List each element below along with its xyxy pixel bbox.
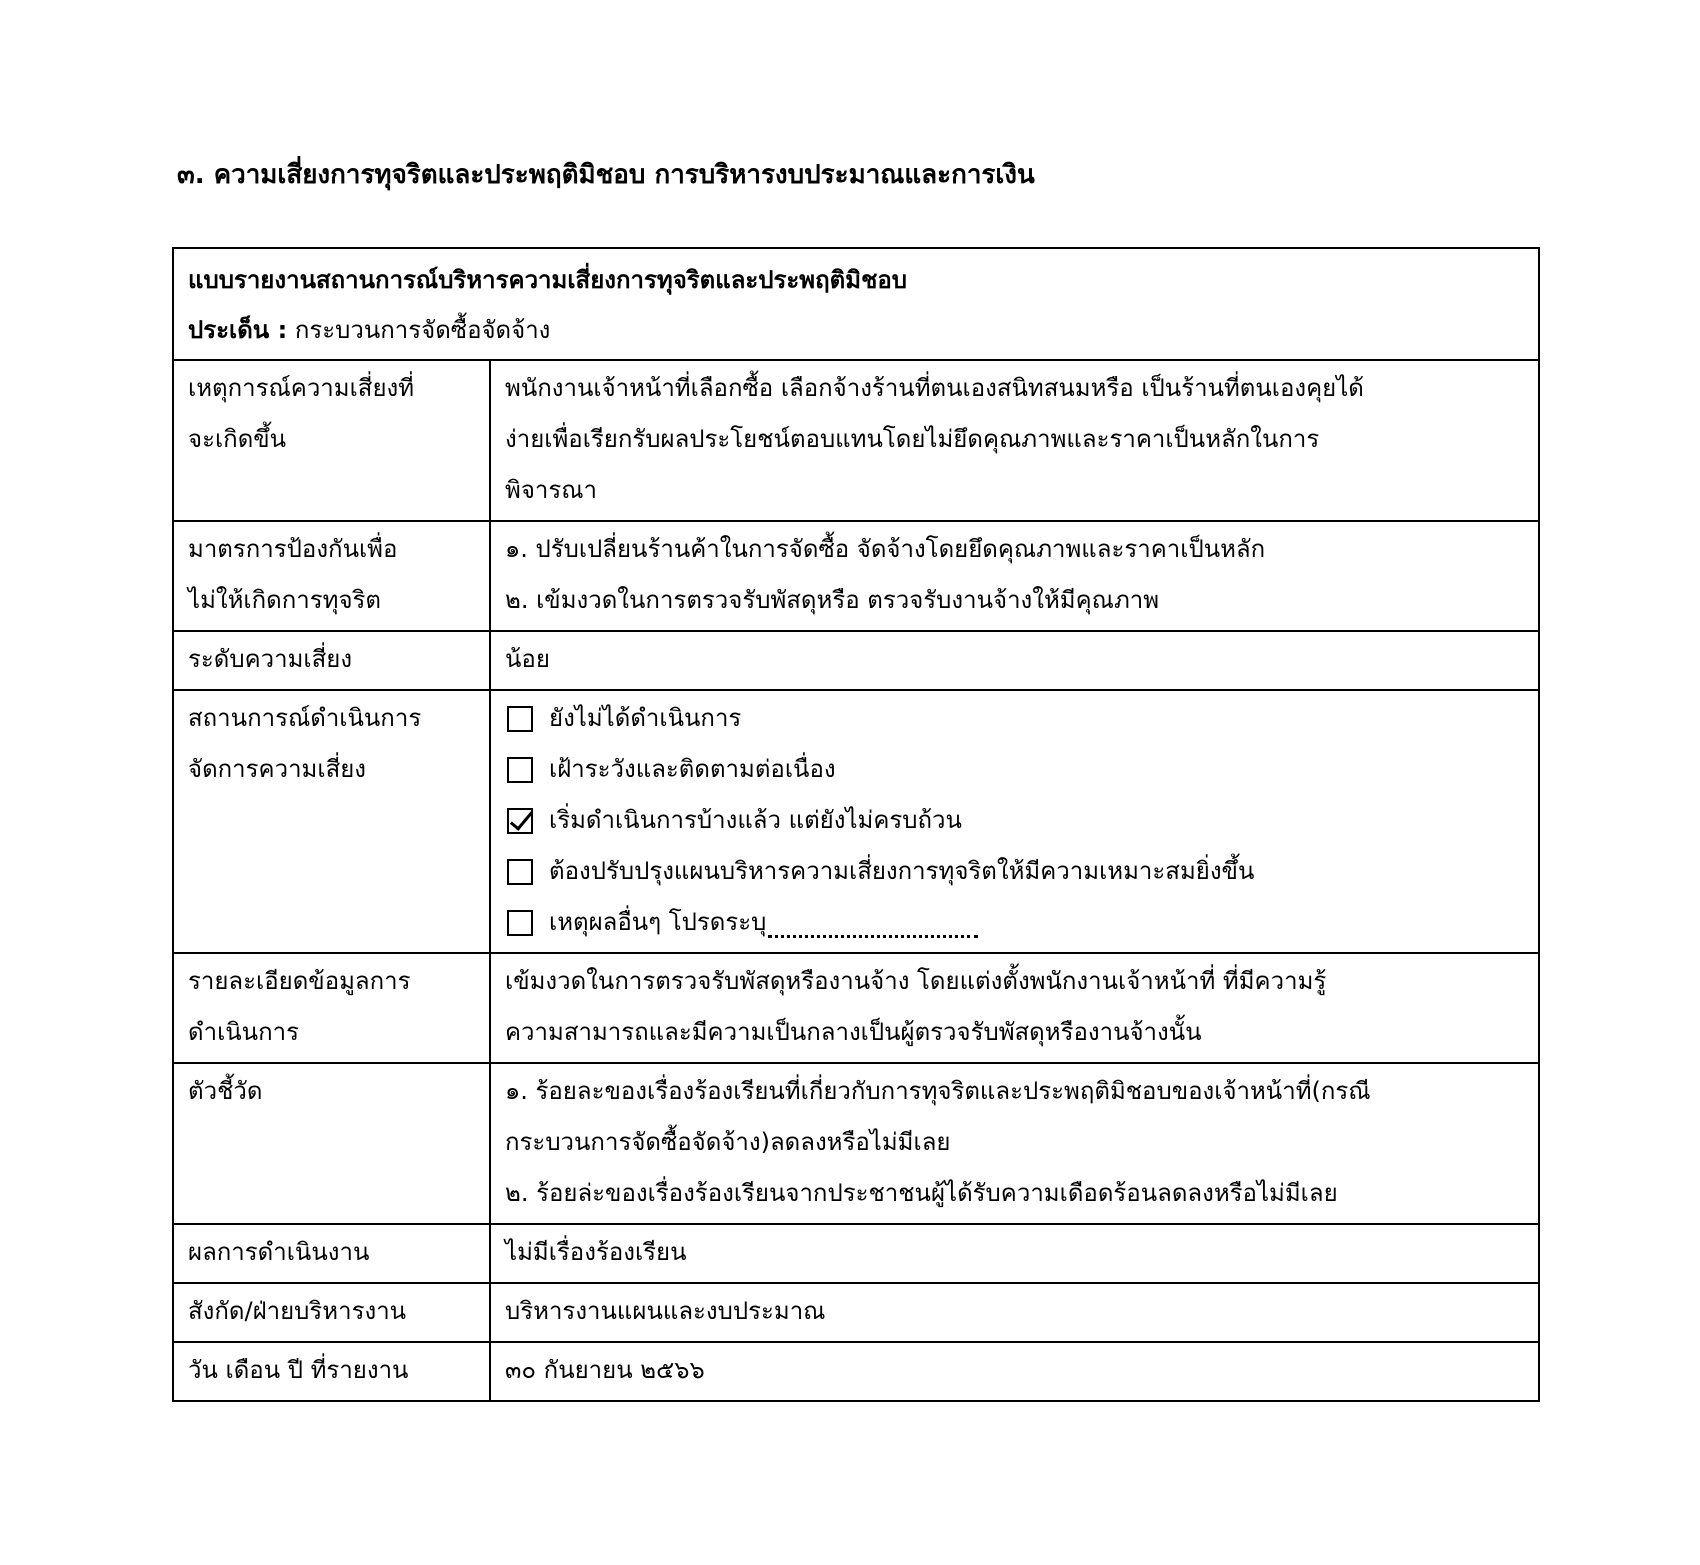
risk-event-label — [173, 360, 490, 521]
status-label — [173, 690, 490, 953]
value-line: ๑. ร้อยละของเรื่องร้องเรียนที่เกี่ยวกับการทุจริตและประพฤติมิชอบของเจ้าหน้าที่(กรณี — [505, 1077, 1371, 1105]
status-option-in-progress[interactable] — [505, 795, 1526, 846]
label-line: จัดการความเสี่ยง — [188, 755, 367, 783]
status-option-label: เริ่มดำเนินการบ้างแล้ว แต่ยังไม่ครบถ้วน — [549, 806, 962, 834]
checkbox-checked-icon[interactable] — [507, 808, 533, 834]
value-line: ความสามารถและมีความเป็นกลางเป็นผู้ตรวจรับพัสดุหรืองานจ้างนั้น — [505, 1018, 1202, 1046]
department-label: สังกัด/ฝ่ายบริหารงาน — [173, 1283, 490, 1342]
prevention-value — [490, 521, 1539, 631]
checkbox-icon[interactable] — [507, 757, 533, 783]
label-line: ดำเนินการ — [188, 1018, 299, 1046]
result-value: ไม่มีเรื่องร้องเรียน — [490, 1224, 1539, 1283]
other-reason-field[interactable] — [768, 907, 978, 938]
prevention-label — [173, 521, 490, 631]
label-line: รายละเอียดข้อมูลการ — [188, 967, 411, 995]
status-row — [173, 690, 1539, 953]
value-line: ๒. ร้อยล่ะของเรื่องร้องเรียนจากประชาชนผู้ได้รับความเดือดร้อนลดลงหรือไม่มีเลย — [505, 1179, 1338, 1207]
value-line: พิจารณา — [505, 476, 597, 504]
form-title-row — [173, 248, 1539, 360]
issue-label: ประเด็น : — [188, 316, 288, 344]
label-line: จะเกิดขึ้น — [188, 425, 287, 453]
status-option-label: เฝ้าระวังและติดตามต่อเนื่อง — [549, 755, 836, 783]
label-line: เหตุการณ์ความเสี่ยงที่ — [188, 374, 415, 402]
issue-value: กระบวนการจัดซื้อจัดจ้าง — [294, 316, 551, 344]
status-option-label: เหตุผลอื่นๆ โปรดระบุ — [549, 908, 767, 936]
page-heading: ๓. ความเสี่ยงการทุจริตและประพฤติมิชอบ การบริหารงบประมาณและการเงิน — [177, 160, 1035, 190]
risk-event-row — [173, 360, 1539, 521]
indicator-row — [173, 1063, 1539, 1224]
risk-event-value — [490, 360, 1539, 521]
prevention-row — [173, 521, 1539, 631]
details-row — [173, 953, 1539, 1063]
indicator-value — [490, 1063, 1539, 1224]
value-line: พนักงานเจ้าหน้าที่เลือกซื้อ เลือกจ้างร้านที่ตนเองสนิทสนมหรือ เป็นร้านที่ตนเองคุยได้ — [505, 374, 1364, 402]
risk-level-value: น้อย — [490, 631, 1539, 690]
label-line: สถานการณ์ดำเนินการ — [188, 704, 422, 732]
status-option-not-started[interactable] — [505, 693, 1526, 744]
checkbox-icon[interactable] — [507, 910, 533, 936]
status-option-improve-plan[interactable] — [505, 846, 1526, 897]
report-date-row — [173, 1342, 1539, 1401]
risk-report-form — [172, 247, 1540, 1402]
status-option-other[interactable] — [505, 897, 1526, 948]
form-title-cell — [173, 248, 1539, 360]
label-line: มาตรการป้องกันเพื่อ — [188, 535, 398, 563]
value-line: กระบวนการจัดซื้อจัดจ้าง)ลดลงหรือไม่มีเลย — [505, 1128, 951, 1156]
indicator-label: ตัวชี้วัด — [173, 1063, 490, 1224]
details-label — [173, 953, 490, 1063]
department-row — [173, 1283, 1539, 1342]
status-option-monitoring[interactable] — [505, 744, 1526, 795]
status-options — [490, 690, 1539, 953]
result-label: ผลการดำเนินงาน — [173, 1224, 490, 1283]
issue-line — [188, 305, 1526, 355]
department-value: บริหารงานแผนและงบประมาณ — [490, 1283, 1539, 1342]
value-line: ๑. ปรับเปลี่ยนร้านค้าในการจัดซื้อ จัดจ้างโดยยึดคุณภาพและราคาเป็นหลัก — [505, 535, 1266, 563]
result-row — [173, 1224, 1539, 1283]
status-option-label: ยังไม่ได้ดำเนินการ — [549, 704, 742, 732]
status-option-label: ต้องปรับปรุงแผนบริหารความเสี่ยงการทุจริตให้มีความเหมาะสมยิ่งขึ้น — [549, 857, 1255, 885]
checkbox-icon[interactable] — [507, 706, 533, 732]
value-line: เข้มงวดในการตรวจรับพัสดุหรืองานจ้าง โดยแต่งตั้งพนักงานเจ้าหน้าที่ ที่มีความรู้ — [505, 967, 1327, 995]
risk-level-label: ระดับความเสี่ยง — [173, 631, 490, 690]
report-date-label: วัน เดือน ปี ที่รายงาน — [173, 1342, 490, 1401]
value-line: ๒. เข้มงวดในการตรวจรับพัสดุหรือ ตรวจรับงานจ้างให้มีคุณภาพ — [505, 586, 1160, 614]
checkbox-icon[interactable] — [507, 859, 533, 885]
details-value — [490, 953, 1539, 1063]
value-line: ง่ายเพื่อเรียกรับผลประโยชน์ตอบแทนโดยไม่ยึดคุณภาพและราคาเป็นหลักในการ — [505, 425, 1320, 453]
report-date-value: ๓๐ กันยายน ๒๕๖๖ — [490, 1342, 1539, 1401]
form-title: แบบรายงานสถานการณ์บริหารความเสี่ยงการทุจริตและประพฤติมิชอบ — [188, 266, 908, 294]
risk-level-row — [173, 631, 1539, 690]
label-line: ไม่ให้เกิดการทุจริต — [188, 586, 382, 614]
